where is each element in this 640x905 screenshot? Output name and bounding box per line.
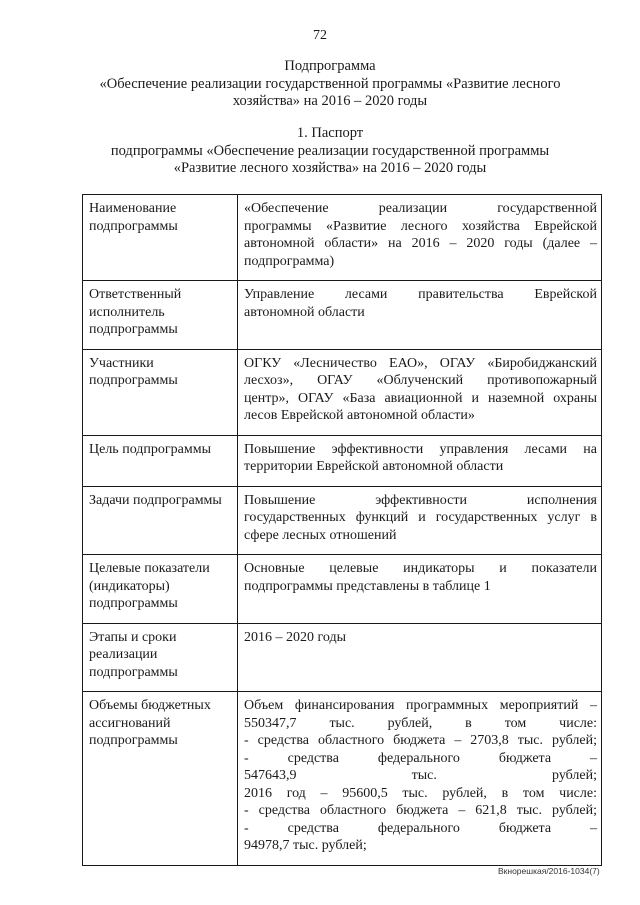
value-line: лесхоз», ОГАУ «Облученский противопожарный: [244, 373, 597, 388]
subprogram-title-line: «Обеспечение реализации государственной программы «Развитие лесного: [99, 75, 561, 92]
value-line: 2016 – 2020 годы: [244, 629, 347, 645]
row-label: Участники подпрограммы: [83, 349, 238, 435]
passport-heading-line: подпрограммы «Обеспечение реализации государственной программы: [110, 142, 550, 159]
row-value: [238, 435, 602, 486]
table-row: [83, 486, 602, 555]
value-line: автономной области» на 2016 – 2020 годы (далее –: [244, 236, 597, 251]
value-line: лесов Еврейской автономной области»: [244, 408, 475, 423]
row-value: [238, 349, 602, 435]
row-value: [238, 281, 602, 350]
subprogram-title-line: Подпрограмма: [284, 58, 376, 74]
row-value: [238, 555, 602, 624]
passport-heading-line: 1. Паспорт: [296, 125, 364, 141]
value-line: территории Еврейской автономной области: [244, 459, 504, 474]
row-label: Целевые показатели (индикаторы) подпрограммы: [83, 555, 238, 624]
value-line: Управление лесами правительства Еврейской: [244, 287, 597, 302]
row-label: Ответственный исполнитель подпрограммы: [83, 281, 238, 350]
page-number: 72: [313, 28, 327, 43]
row-label: Этапы и сроки реализации подпрограммы: [83, 623, 238, 692]
passport-heading: [70, 125, 590, 178]
value-line: 550347,7 тыс. рублей, в том числе:: [244, 715, 597, 731]
value-line: государственных функций и государственных услуг в: [244, 510, 597, 525]
table-row: [83, 692, 602, 866]
value-line: подпрограмма): [244, 253, 335, 269]
table-row: [83, 281, 602, 350]
row-value: [238, 195, 602, 281]
row-label: Цель подпрограммы: [83, 435, 238, 486]
document-footer-code: Вкнорешкая/2016-1034(7): [498, 866, 600, 876]
row-value: [238, 623, 602, 692]
passport-heading-line: «Развитие лесного хозяйства» на 2016 – 2020 годы: [173, 160, 487, 176]
value-line: 547643,9 тыс. рублей;: [244, 768, 597, 783]
table-row: [83, 623, 602, 692]
value-line: «Обеспечение реализации государственной: [244, 201, 597, 216]
row-value: [238, 486, 602, 555]
table-row: [83, 555, 602, 624]
value-line: подпрограммы представлены в таблице 1: [244, 578, 491, 594]
value-line: - средства федерального бюджета –: [244, 750, 597, 766]
table-row: [83, 349, 602, 435]
value-line: - средства областного бюджета – 2703,8 тыс. рублей;: [244, 733, 597, 748]
row-label: Наименование подпрограммы: [83, 195, 238, 281]
value-line: - средства федерального бюджета –: [244, 820, 597, 836]
value-line: Основные целевые индикаторы и показатели: [244, 561, 597, 576]
value-line: программы «Развитие лесного хозяйства Еврейской: [244, 218, 597, 234]
row-value: [238, 692, 602, 866]
value-line: Объем финансирования программных мероприятий –: [244, 698, 597, 713]
value-line: Повышение эффективности управления лесами на: [244, 441, 597, 457]
value-line: 94978,7 тыс. рублей;: [244, 838, 367, 853]
value-line: сфере лесных отношений: [244, 527, 397, 543]
table-row: [83, 195, 602, 281]
value-line: автономной области: [244, 304, 365, 320]
value-line: - средства областного бюджета – 621,8 тыс. рублей;: [244, 803, 597, 818]
passport-table: [82, 194, 602, 866]
table-row: [83, 435, 602, 486]
row-label: Объемы бюджетных ассигнований подпрограммы: [83, 692, 238, 866]
value-line: Повышение эффективности исполнения: [244, 492, 597, 508]
row-label: Задачи подпрограммы: [83, 486, 238, 555]
subprogram-title: [70, 58, 590, 111]
value-line: 2016 год – 95600,5 тыс. рублей, в том числе:: [244, 785, 597, 801]
value-line: ОГКУ «Лесничество ЕАО», ОГАУ «Биробиджанский: [244, 355, 597, 371]
value-line: центр», ОГАУ «База авиационной и наземной охраны: [244, 390, 597, 406]
subprogram-title-line: хозяйства» на 2016 – 2020 годы: [232, 93, 428, 109]
